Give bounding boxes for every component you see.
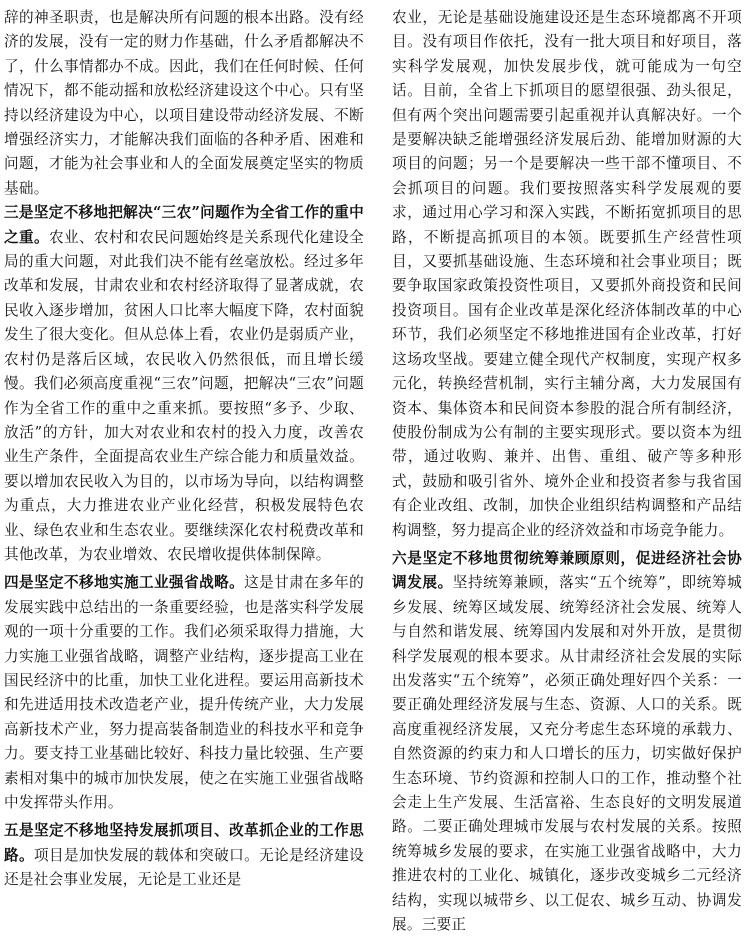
heading-three-rural: 三是坚定不移地把解决“三农”问题作为全省工作的重中之重。 — [4, 204, 364, 246]
heading-industry-strategy: 四是坚定不移地实施工业强省战略。 — [4, 574, 245, 592]
body-industry-strategy: 这是甘肃在多年的发展实践中总结出的一条重要经验，也是落实科学发展观的一项十分重要的工作。我们必须采取得力措施，大力实施工业强省战略，调整产业结构，逐步提高工业在国民经济中的比重，加快工业化进程。要运用高新技术和先进适用技术改造老产业，提升传统产业，大力发展高新技术产业，努力提高装备制造业的科技水平和竞争力。要支持工业基础比较好、科技力量比较强、生产要素相对集中的城市加快发展，使之在实施工业强省战略中发挥带头作用。 — [4, 574, 364, 811]
right-column — [392, 6, 742, 937]
heading-coordinated-development: 六是坚定不移地贯彻统筹兼顾原则，促进经济社会协调发展。 — [392, 549, 742, 592]
body-projects-enterprises: 项目是加快发展的载体和突破口。无论是经济建设还是社会事业发展，无论是工业还是 — [4, 846, 364, 889]
paragraph-economy-center: 辞的神圣职责，也是解决所有问题的根本出路。没有经济的发展，没有一定的财力作基础，什么矛盾都解决不了，什么事情都办不成。因此，我们在任何时候、任何情况下，都不能动摇和放松经济建设这个中心。只有坚持以经济建设为中心，以项目建设带动经济发展、不断增强经济实力，才能解决我们面临的各种矛盾、困难和问题，才能为社会事业和人的全面发展奠定坚实的物质基础。 — [4, 9, 364, 197]
paragraph-three-rural — [4, 201, 364, 567]
body-coordinated-development: 坚持统筹兼顾，落实“五个统筹”，即统筹城乡发展、统筹区域发展、统筹经济社会发展、统筹人与自然和谐发展、统筹国内发展和对外开放，是贯彻科学发展观的根本要求。从甘肃经济社会发展的实际出发落实“五个统筹”，必须正确处理好四个关系：一要正确处理经济发展与生态、资源、人口的关系。既高度重视经济发展，又充分考虑生态环境的承载力、自然资源的约束力和人口增长的压力，切实做好保护生态环境、节约资源和控制人口的工作，推动整个社会走上生产发展、生活富裕、生态良好的文明发展道路。二要正确处理城市发展与农村发展的关系。按照统筹城乡发展的要求，在实施工业强省战略中，大力推进农村的工业化、城镇化，逐步改变城乡二元经济结构，实现以城带乡、以工促农、城乡互动、协调发展。三要正 — [392, 574, 742, 934]
paragraph-projects-continued: 农业，无论是基础设施建设还是生态环境都离不开项目。没有项目作依托，没有一批大项目和好项目，落实科学发展观，加快发展步伐，就可能成为一句空话。目前，全省上下抓项目的愿望很强、劲头很足，但有两个突出问题需要引起重视并认真解决好。一个是要解决缺乏能增强经济发展后劲、能增加财源的大项目的问题；另一个是要解决一些干部不懂项目、不会抓项目的问题。我们要按照落实科学发展观的要求，通过用心学习和深入实践，不断拓宽抓项目的思路，不断提高抓项目的本领。既要抓生产经营性项目，又要抓基础设施、生态环境和社会事业项目；既要争取国家政策投资性项目，又要抓外商投资和民间投资项目。国有企业改革是深化经济体制改革的中心环节，我们必须坚定不移地推进国有企业改革，打好这场攻坚战。要建立健全现代产权制度，实现产权多元化，转换经营机制，实行主辅分离，大力发展国有资本、集体资本和民间资本参股的混合所有制经济，使股份制成为公有制的主要实现形式。要以资本为纽带，通过收购、兼并、出售、重组、破产等多种形式，鼓励和吸引省外、境外企业和投资者参与我省国有企业改组、改制，加快企业组织结构调整和产品结构调整，努力提高企业的经济效益和市场竞争能力。 — [392, 9, 742, 539]
paragraph-industry-strategy — [4, 571, 364, 815]
body-three-rural: 农业、农村和农民问题始终是关系现代化建设全局的重大问题，对此我们决不能有丝毫放松。经过多年改革和发展，甘肃农业和农村经济取得了显著成就，农民收入逐步增加，贫困人口比率大幅度下降，农村面貌发生了很大变化。但从总体上看，农业仍是弱质产业，农村仍是落后区域，农民收入仍然很低，而且增长缓慢。我们必须高度重视“三农”问题，把解决“三农”问题作为全省工作的重中之重来抓。要按照“多予、少取、放活”的方针，加大对农业和农村的投入力度，改善农业生产条件，全面提高农业生产综合能力和质量效益。要以增加农民收入为目的，以市场为导向，以结构调整为重点，大力推进农业产业化经营，积极发展特色农业、绿色农业和生态农业。要继续深化农村税费改革和其他改革，为农业增效、农民增收提供体制保障。 — [4, 228, 364, 563]
paragraph-projects-enterprises — [4, 819, 364, 892]
heading-projects-enterprises: 五是坚定不移地坚持发展抓项目、改革抓企业的工作思路。 — [4, 822, 364, 864]
left-column — [4, 6, 364, 893]
paragraph-coordinated-development — [392, 547, 742, 937]
